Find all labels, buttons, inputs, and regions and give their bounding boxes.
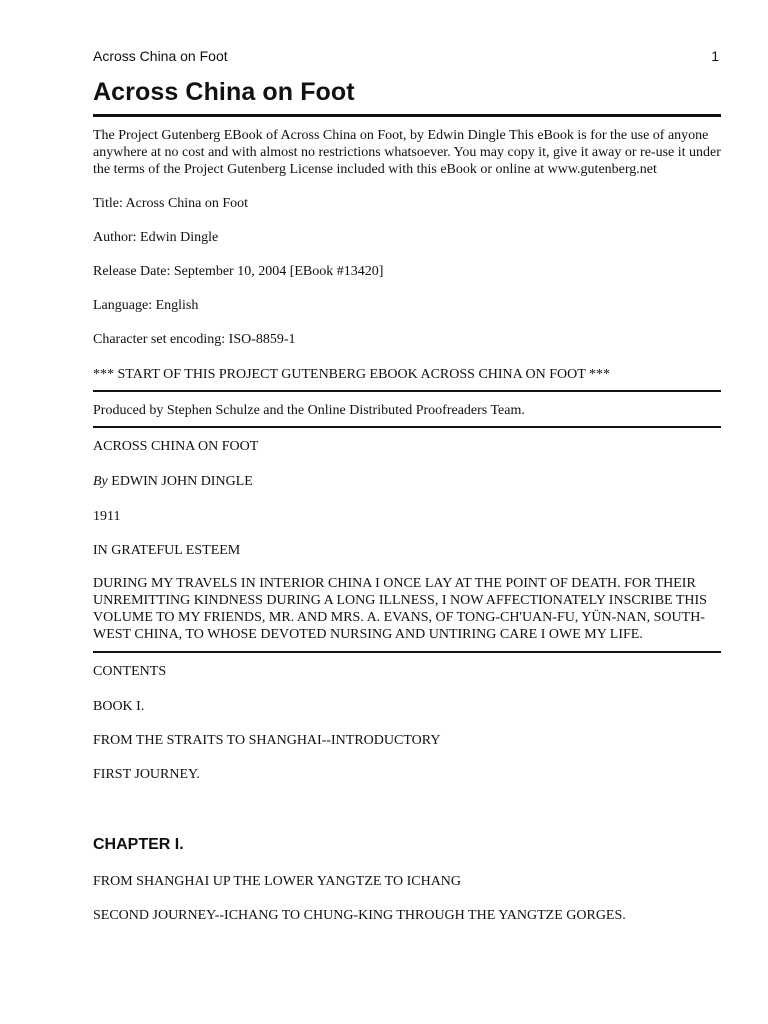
second-journey: SECOND JOURNEY--ICHANG TO CHUNG-KING THROUGH THE YANGTZE GORGES.: [93, 908, 626, 923]
book-author: EDWIN JOHN DINGLE: [107, 474, 253, 489]
book-subtitle: FROM THE STRAITS TO SHANGHAI--INTRODUCTORY: [93, 733, 441, 748]
meta-language: Language: English: [93, 298, 199, 313]
book-label: BOOK I.: [93, 699, 145, 714]
section-divider: [93, 390, 721, 392]
start-marker: *** START OF THIS PROJECT GUTENBERG EBOOK ACROSS CHINA ON FOOT ***: [93, 367, 611, 382]
chapter-subtitle: FROM SHANGHAI UP THE LOWER YANGTZE TO ICHANG: [93, 874, 462, 889]
dedication-text: DURING MY TRAVELS IN INTERIOR CHINA I ONCE LAY AT THE POINT OF DEATH. FOR THEIR UNREMITTING KINDNESS DURING A LONG ILLNESS, I NOW AFFECTIONATELY INSCRIBE THIS VOLUME TO MY FRIENDS, MR. AND MRS. A. EVANS, OF TONG-CH'UAN-FU, YÜN-NAN, SOUTH-WEST CHINA, TO WHOSE DEVOTED NURSING AND UNTIRING CARE I OWE MY LIFE.: [93, 576, 707, 642]
meta-author: Author: Edwin Dingle: [93, 230, 219, 245]
section-divider: [93, 426, 721, 428]
running-header: [93, 47, 721, 65]
book-year: 1911: [93, 509, 121, 524]
intro-paragraph: The Project Gutenberg EBook of Across China on Foot, by Edwin Dingle This eBook is for the use of anyone anywhere at no cost and with almost no restrictions whatsoever. You may copy it, give it away or re-use it under the terms of the Project Gutenberg License included with this eBook or online at www.gutenberg.net: [93, 128, 721, 177]
page-number: 1: [711, 48, 719, 64]
section-divider: [93, 651, 721, 653]
produced-by: Produced by Stephen Schulze and the Online Distributed Proofreaders Team.: [93, 403, 525, 418]
by-word: By: [93, 474, 108, 489]
book-author-line: [93, 473, 721, 490]
running-header-title: Across China on Foot: [93, 48, 228, 64]
first-journey: FIRST JOURNEY.: [93, 767, 200, 782]
meta-release-date: Release Date: September 10, 2004 [EBook #13420]: [93, 264, 384, 279]
title-divider: [93, 114, 721, 117]
chapter-heading: CHAPTER I.: [93, 836, 184, 853]
dedication-heading: IN GRATEFUL ESTEEM: [93, 543, 241, 558]
meta-encoding: Character set encoding: ISO-8859-1: [93, 332, 296, 347]
document-title: Across China on Foot: [93, 78, 355, 106]
meta-title: Title: Across China on Foot: [93, 196, 249, 211]
contents-heading: CONTENTS: [93, 664, 167, 679]
book-title-caps: ACROSS CHINA ON FOOT: [93, 439, 259, 454]
